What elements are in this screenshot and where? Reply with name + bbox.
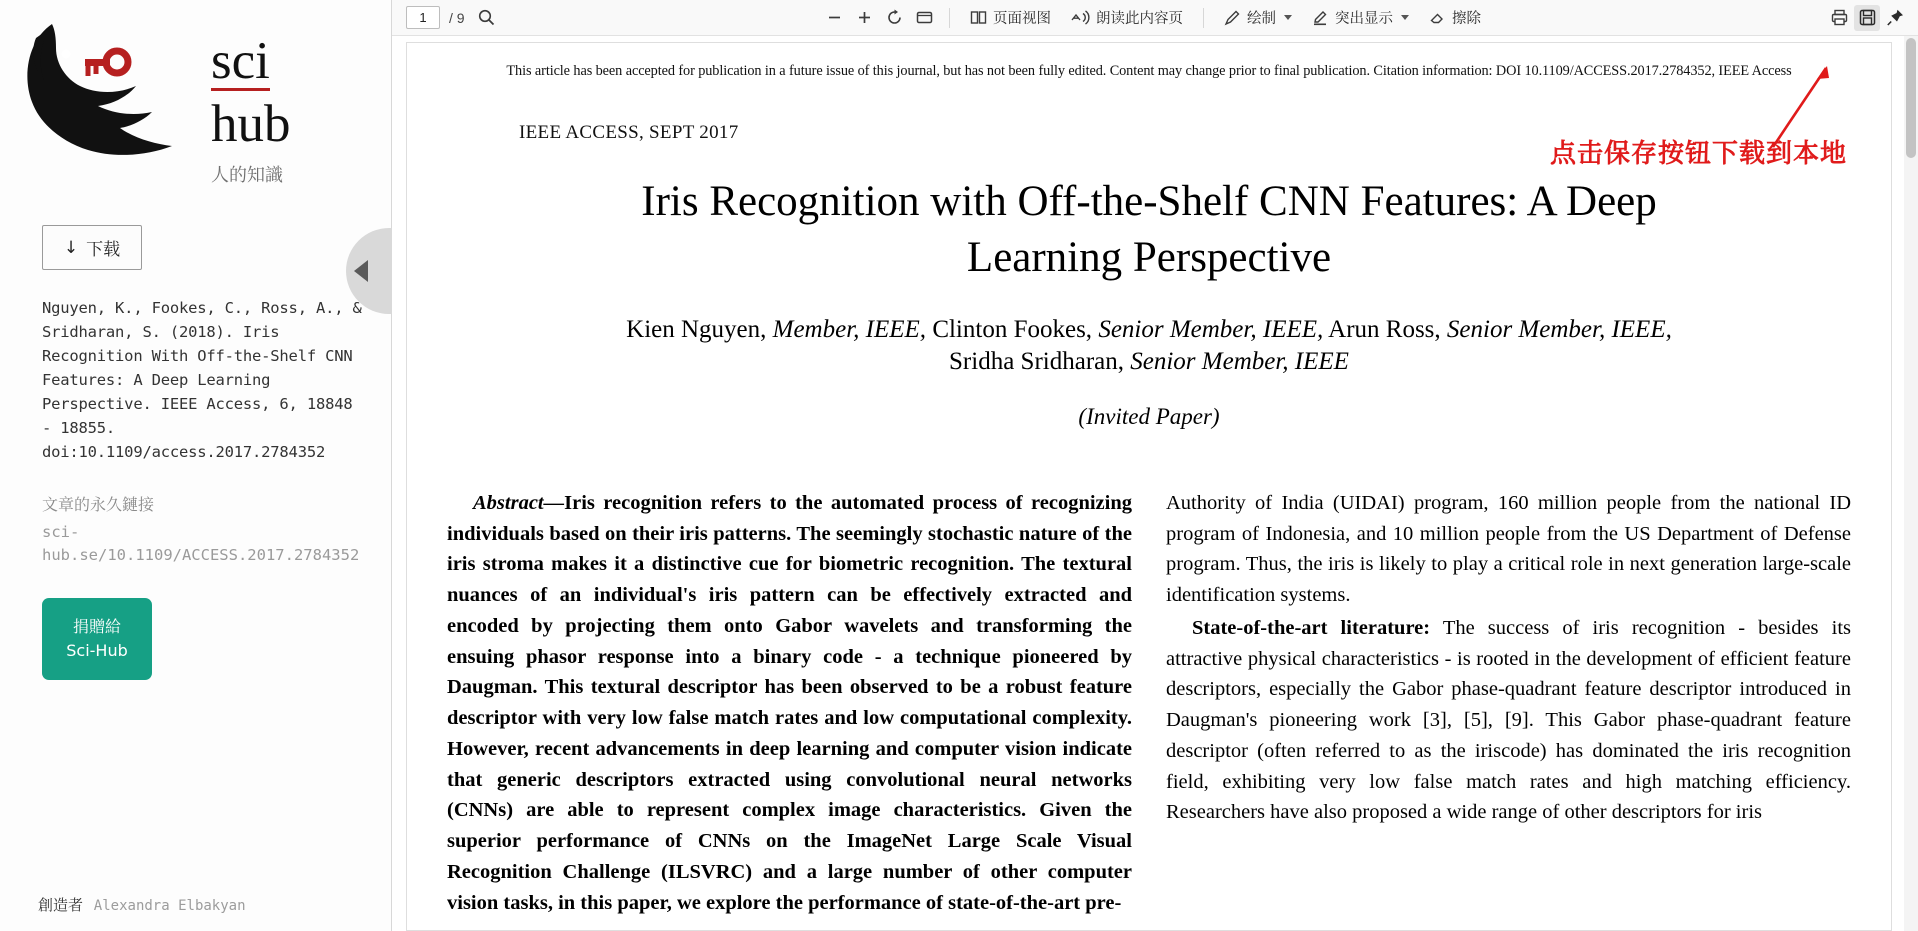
highlight-button[interactable] bbox=[1304, 4, 1417, 31]
right-paragraph-2 bbox=[1166, 613, 1851, 828]
pdf-page-1 bbox=[406, 42, 1892, 931]
donate-line-2: Sci-Hub bbox=[66, 640, 128, 660]
author-1: Kien Nguyen, bbox=[626, 315, 773, 343]
highlight-label: 突出显示 bbox=[1335, 11, 1393, 27]
right-paragraph-2-body: The success of iris recognition - besides its attractive physical characteristics - is rooted in the development of efficient feature descriptors, especially the Gabor phase-quadrant feature descriptor introduced in Daugman's pioneering work [3], [5], [9]. This Gabor phase-quadrant feature descriptor (often referred to as the iriscode) has dominated the iris recognition field, exhibiting very low false match rates and high matching efficiency. Researchers have also proposed a wide range of other descriptors for iris bbox=[1166, 616, 1851, 824]
brand-sci: sci bbox=[211, 32, 270, 90]
draw-label: 绘制 bbox=[1247, 11, 1276, 27]
right-paragraph-2-heading: State-of-the-art literature: bbox=[1192, 616, 1431, 639]
brand-hub: hub bbox=[211, 95, 291, 154]
author-3: Arun Ross, bbox=[1323, 315, 1447, 343]
toolbar-center-group bbox=[821, 4, 1489, 31]
author-4-role: Senior Member, IEEE bbox=[1130, 347, 1349, 375]
paper-authors bbox=[507, 314, 1791, 378]
pdf-page-area[interactable] bbox=[392, 36, 1918, 931]
author-2: Clinton Fookes, bbox=[926, 315, 1099, 343]
invited-paper-note: (Invited Paper) bbox=[1078, 403, 1220, 429]
brand-wordmark bbox=[211, 18, 291, 187]
chevron-down-icon[interactable] bbox=[1284, 15, 1292, 20]
zoom-out-icon[interactable] bbox=[821, 5, 847, 31]
creator-name: Alexandra Elbakyan bbox=[93, 898, 246, 914]
printer-icon[interactable] bbox=[1826, 5, 1852, 31]
page-view-label: 页面视图 bbox=[993, 11, 1051, 27]
page-view-button[interactable] bbox=[962, 4, 1059, 31]
save-icon[interactable] bbox=[1854, 5, 1880, 31]
toolbar-right-group bbox=[1826, 5, 1908, 31]
page-total-label: / 9 bbox=[449, 9, 465, 26]
abstract-paragraph bbox=[447, 488, 1132, 919]
read-aloud-label: 朗读此内容页 bbox=[1096, 11, 1183, 27]
rotate-icon[interactable] bbox=[881, 5, 907, 31]
brand-subtitle: 人的知識 bbox=[211, 164, 283, 186]
pdf-viewer bbox=[392, 0, 1918, 931]
chevron-left-icon bbox=[354, 260, 368, 282]
pdf-toolbar bbox=[392, 0, 1918, 36]
draw-button[interactable] bbox=[1216, 4, 1300, 31]
raven-logo-icon bbox=[22, 18, 197, 178]
annotation-text: 点击保存按钮下载到本地 bbox=[1549, 139, 1847, 169]
publication-note: This article has been accepted for publication in a future issue of this journal, but has not been fully edited. Content may change prior to final publication. Citation information: DOI 10.1109/ACCESS.2017.2784352, IEEE Access bbox=[506, 63, 1792, 79]
viewer-scrollbar[interactable] bbox=[1904, 36, 1918, 931]
paper-column-right bbox=[1166, 488, 1851, 921]
paper-column-left bbox=[447, 488, 1132, 921]
abstract-body: Iris recognition refers to the automated process of recognizing individuals based on their iris patterns. The seemingly stochastic nature of the iris stroma makes it a distinctive cue for biometric recognition. The textural nuances of an individual's iris pattern can be effectively extracted and encoded by projecting them onto Gabor wavelets and transforming the ensuing phasor response into a binary code - a technique pioneered by Daugman. This textural descriptor has been observed to be a robust feature descriptor with very low false match rates and low computational complexity. However, recent advancements in deep learning and computer vision indicate that generic descriptors extracted using convolutional neural networks (CNNs) are able to represent complex image characteristics. Given the superior performance of CNNs on the ImageNet Large Scale Visual Recognition Challenge (ILSVRC) and a large number of other computer vision tasks, in this paper, we explore the performance of state-of-the-art pre- bbox=[447, 491, 1132, 914]
donate-button[interactable] bbox=[42, 598, 152, 680]
author-2-role: Senior Member, IEEE, bbox=[1098, 315, 1324, 343]
journal-header: IEEE ACCESS, SEPT 2017 bbox=[519, 122, 739, 143]
zoom-in-icon[interactable] bbox=[851, 5, 877, 31]
viewer-scrollbar-thumb[interactable] bbox=[1906, 38, 1916, 158]
citation-text: Nguyen, K., Fookes, C., Ross, A., & Sridharan, S. (2018). Iris Recognition With Off-the-Shelf CNN Features: A Deep Learning Perspective. IEEE Access, 6, 18848 - 18855. doi:10.1109/access.2017.2784352 bbox=[42, 299, 362, 462]
pin-icon[interactable] bbox=[1882, 5, 1908, 31]
creator-credit bbox=[38, 894, 246, 915]
author-1-role: Member, IEEE, bbox=[772, 315, 927, 343]
donate-line-1: 捐贈給 bbox=[72, 617, 121, 637]
permalink-value[interactable]: sci-hub.se/10.1109/ACCESS.2017.2784352 bbox=[42, 523, 360, 565]
right-paragraph-1: Authority of India (UIDAI) program, 160 million people from the national ID program of Indonesia, and 10 million people from the US Department of Defense program. Thus, the iris is likely to play a critical role in next generation large-scale identification systems. bbox=[1166, 491, 1851, 607]
sci-hub-sidebar bbox=[0, 0, 392, 931]
paper-title: Iris Recognition with Off-the-Shelf CNN Features: A Deep Learning Perspective bbox=[641, 178, 1657, 281]
toolbar-divider-2 bbox=[1203, 8, 1204, 28]
download-button[interactable] bbox=[42, 225, 142, 270]
chevron-down-icon[interactable] bbox=[1401, 15, 1409, 20]
read-aloud-button[interactable] bbox=[1063, 4, 1191, 31]
paper-columns bbox=[447, 488, 1851, 921]
erase-button[interactable] bbox=[1421, 4, 1489, 31]
erase-label: 擦除 bbox=[1452, 11, 1481, 27]
download-arrow-icon: ↓ bbox=[63, 237, 79, 258]
search-icon[interactable] bbox=[474, 5, 500, 31]
permalink-label: 文章的永久鏈接 bbox=[42, 495, 155, 515]
download-button-label: 下载 bbox=[86, 240, 121, 260]
page-number-input[interactable] bbox=[406, 6, 440, 29]
creator-label: 創造者 bbox=[38, 896, 84, 914]
toolbar-left-group bbox=[406, 5, 500, 31]
author-4: Sridha Sridharan, bbox=[949, 347, 1131, 375]
toolbar-divider-1 bbox=[949, 8, 950, 28]
abstract-lead: Abstract— bbox=[473, 491, 565, 514]
author-3-role: Senior Member, IEEE, bbox=[1446, 315, 1672, 343]
logo-area bbox=[0, 0, 391, 215]
fit-page-icon[interactable] bbox=[911, 5, 937, 31]
